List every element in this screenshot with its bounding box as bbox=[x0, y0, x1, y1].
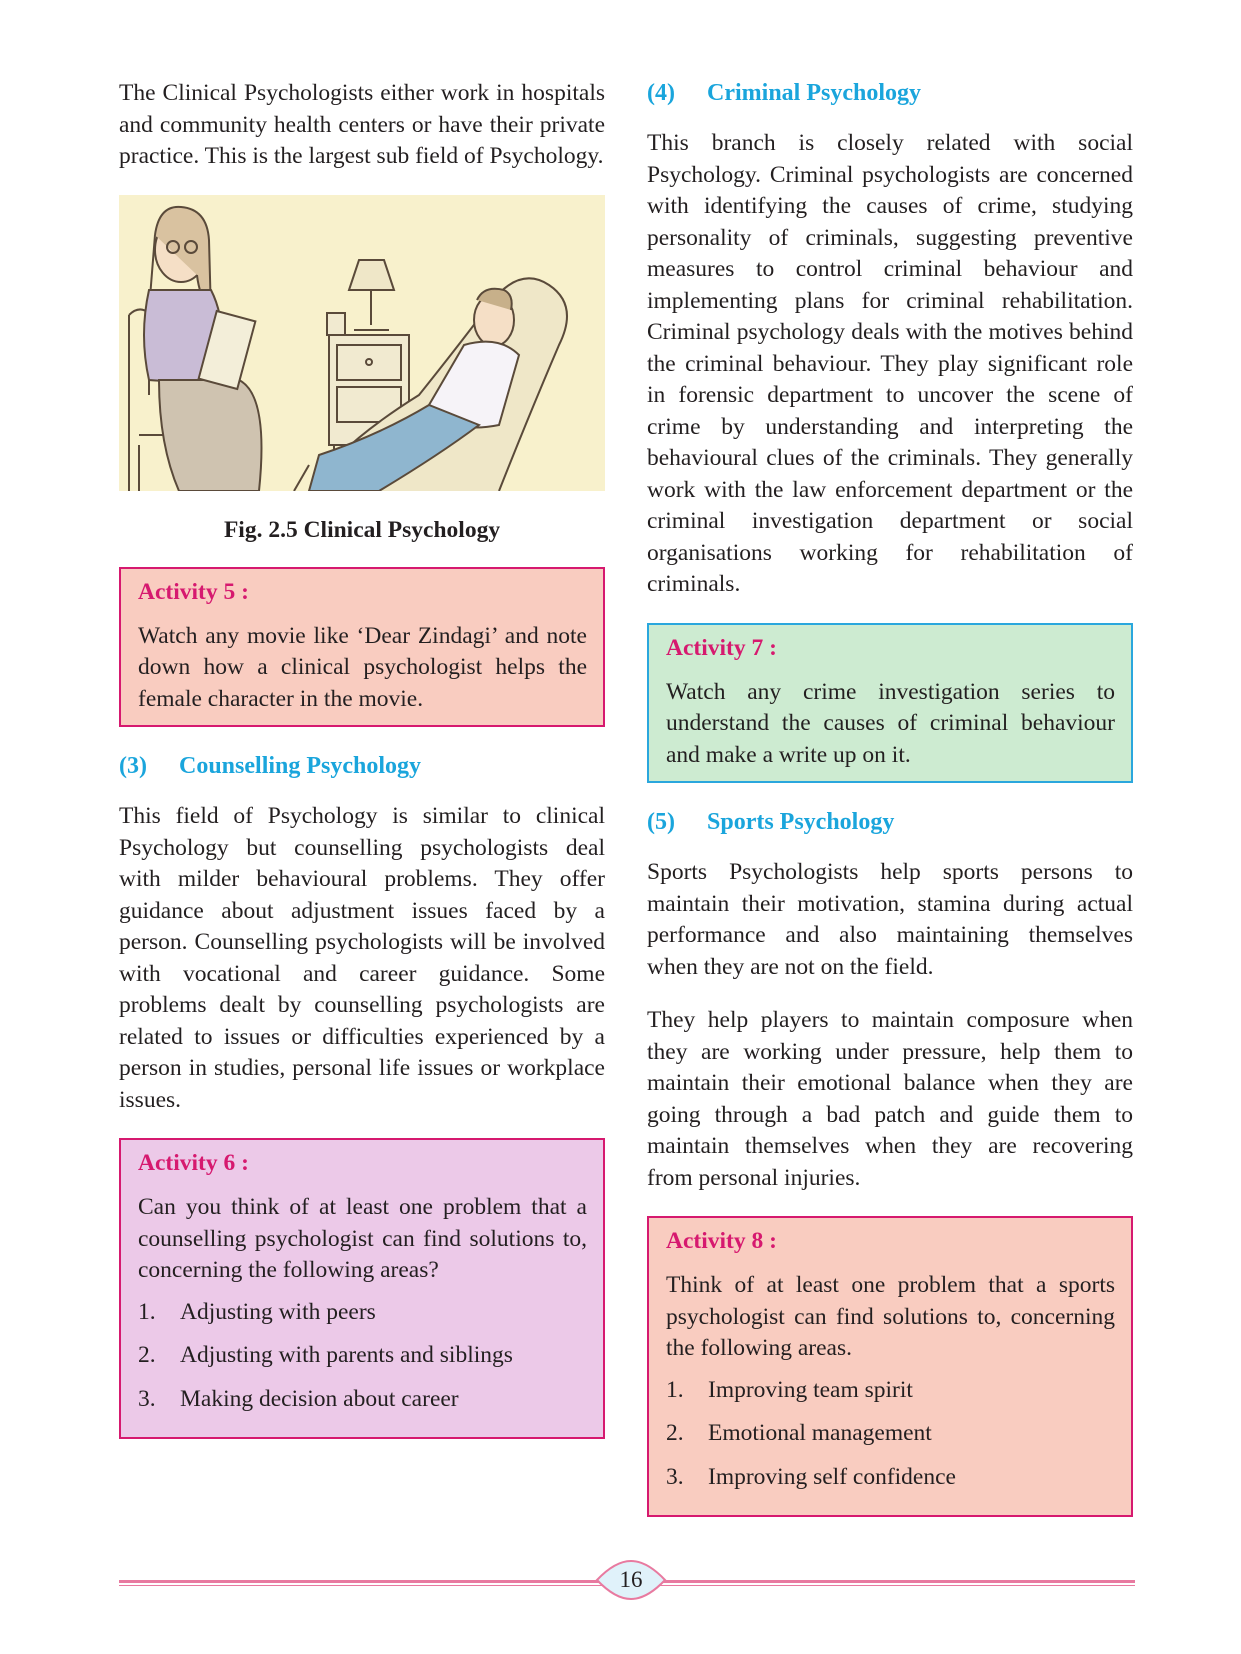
activity-8-box bbox=[647, 1216, 1133, 1517]
section-5-paragraph-1: Sports Psychologists help sports persons to maintain their motivation, stamina during actual performance and also maintaining themselves when they are not on the field. bbox=[647, 859, 1133, 980]
page-number: 16 bbox=[619, 1567, 643, 1592]
activity-7-box bbox=[647, 623, 1133, 784]
list-item: 1. Adjusting with peers bbox=[138, 1298, 376, 1325]
list-item: 3. Improving self confidence bbox=[666, 1463, 956, 1490]
activity-8-title: Activity 8 : bbox=[666, 1228, 777, 1254]
activity-5-box bbox=[119, 567, 605, 728]
section-5-heading bbox=[647, 807, 1133, 837]
clinical-session-illustration-icon bbox=[119, 195, 605, 491]
activity-8-list bbox=[666, 1375, 1115, 1494]
activity-5-title: Activity 5 : bbox=[138, 578, 249, 605]
activity-7-title: Activity 7 : bbox=[666, 634, 777, 661]
activity-6-title: Activity 6 : bbox=[138, 1150, 249, 1176]
list-item: 3. Making decision about career bbox=[138, 1385, 459, 1412]
activity-7-text: Watch any crime investigation series to understand the causes of criminal behaviour and make a write up on it. bbox=[666, 678, 1115, 768]
section-4-heading bbox=[647, 78, 1133, 108]
section-5-number: (5) bbox=[647, 809, 675, 835]
list-item: 2. Emotional management bbox=[666, 1420, 932, 1446]
activity-5-text: Watch any movie like ‘Dear Zindagi’ and note down how a clinical psychologist helps the female character in the movie. bbox=[138, 622, 587, 712]
clinical-psychology-figure bbox=[119, 195, 605, 491]
section-3-number: (3) bbox=[119, 753, 147, 779]
list-item: 1. Improving team spirit bbox=[666, 1376, 913, 1403]
activity-6-text: Can you think of at least one problem that a counselling psychologist can find solutions to, concerning the following areas? bbox=[138, 1194, 587, 1283]
section-3-paragraph: This field of Psychology is similar to clinical Psychology but counselling psychologists deal with milder behavioural problems. They offer guidance about adjustment issues faced by a person. Counselling psychologists will be involved with vocational and career guidance. Some problems dealt by counselling psychologists are related to issues or difficulties experienced by a person in studies, personal life issues or workplace issues. bbox=[119, 803, 605, 1113]
section-4-number: (4) bbox=[647, 80, 675, 106]
section-3-heading bbox=[119, 751, 605, 781]
figure-caption: Fig. 2.5 Clinical Psychology bbox=[223, 516, 501, 543]
list-item: 2. Adjusting with parents and siblings bbox=[138, 1342, 513, 1368]
activity-8-text: Think of at least one problem that a sports psychologist can find solutions to, concerning the following areas. bbox=[666, 1272, 1115, 1361]
section-5-title: Sports Psychology bbox=[707, 809, 895, 835]
right-column bbox=[647, 78, 1133, 1541]
activity-6-box bbox=[119, 1138, 605, 1439]
section-4-paragraph: This branch is closely related with social Psychology. Criminal psychologists are concerned with identifying the causes of crime, studying personality of criminals, suggesting preventive measures to control criminal behaviour and implementing plans for criminal rehabilitation. Criminal psychology deals with the motives behind the criminal behaviour. They play significant role in forensic department to uncover the scene of crime by understanding and interpreting the behavioural clues of the criminals. They generally work with the law enforcement department or the criminal investigation department or social organisations working for rehabilitation of criminals. bbox=[647, 130, 1133, 597]
section-4-title: Criminal Psychology bbox=[707, 80, 921, 106]
section-5-paragraph-2: They help players to maintain composure when they are working under pressure, help them to maintain their emotional balance when they are going through a bad patch and guide them to maintain themselves when they are recovering from personal injuries. bbox=[647, 1007, 1133, 1191]
intro-paragraph: The Clinical Psychologists either work in hospitals and community health centers or have their private practice. This is the largest sub field of Psychology. bbox=[119, 80, 605, 169]
activity-6-list bbox=[138, 1297, 587, 1416]
left-column bbox=[119, 78, 605, 1463]
section-3-title: Counselling Psychology bbox=[179, 753, 422, 779]
page-number-badge bbox=[595, 1559, 667, 1601]
